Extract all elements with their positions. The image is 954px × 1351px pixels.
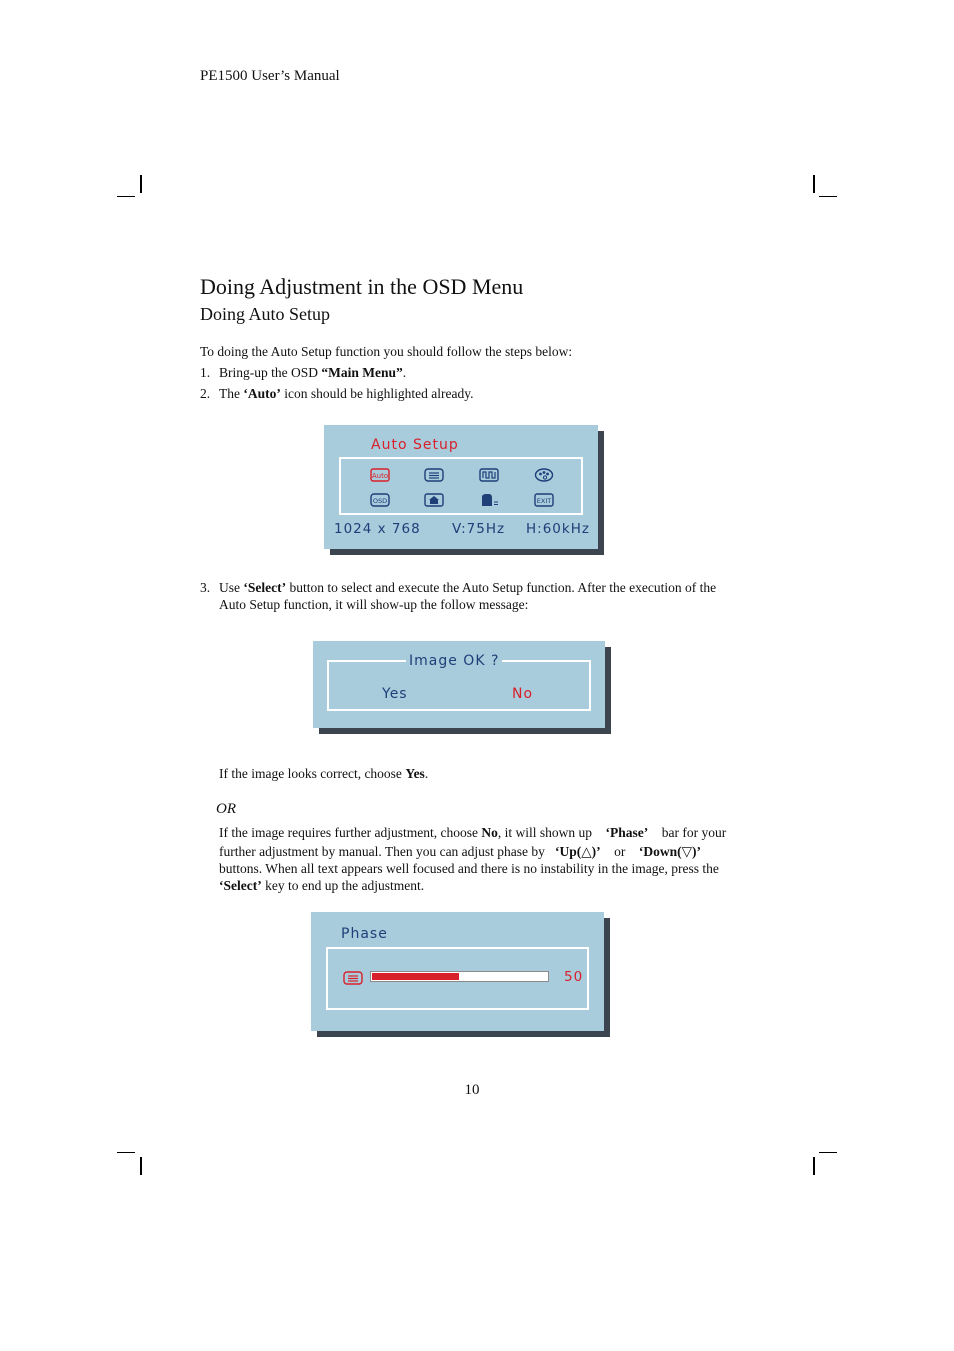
phase-slider-fill xyxy=(372,973,459,980)
osd-dialog-title: Image OK ? xyxy=(406,653,502,669)
recall-icon[interactable] xyxy=(479,492,499,508)
step-1 xyxy=(200,364,406,381)
color-icon[interactable] xyxy=(534,467,554,483)
crop-mark xyxy=(117,196,135,197)
crop-mark xyxy=(813,175,815,193)
section-heading: Doing Adjustment in the OSD Menu xyxy=(200,274,524,299)
phase-icon[interactable] xyxy=(479,467,499,483)
osd-icon[interactable] xyxy=(370,492,390,508)
no-paragraph-line-1 xyxy=(219,824,764,841)
step-3-continuation: Auto Setup function, it will show-up the follow message: xyxy=(219,597,529,612)
paragraph-text: , it will shown up xyxy=(497,825,596,840)
auto-icon[interactable] xyxy=(370,467,390,483)
paragraph-text: further adjustment by manual. Then you can adjust phase by xyxy=(219,844,549,859)
crop-mark xyxy=(140,1157,142,1175)
phase-bar-icon xyxy=(343,970,363,986)
vertical-frequency-readout: V:75Hz xyxy=(452,521,506,537)
crop-mark xyxy=(819,196,837,197)
up-button-label: ‘Up(△)’ xyxy=(555,844,601,859)
svg-text:OSD: OSD xyxy=(372,497,388,505)
step-bold: “Main Menu” xyxy=(321,365,403,380)
osd-auto-setup-panel xyxy=(324,425,598,549)
osd-image-ok-panel xyxy=(313,641,605,728)
step-bold: ‘Auto’ xyxy=(243,386,281,401)
down-button-label: ‘Down(▽)’ xyxy=(638,844,702,859)
paragraph-text: If the image looks correct, choose xyxy=(219,766,406,781)
no-option[interactable]: No xyxy=(512,686,534,702)
subsection-heading: Doing Auto Setup xyxy=(200,304,331,324)
step-text: Bring-up the OSD xyxy=(219,365,322,380)
yes-option[interactable]: Yes xyxy=(382,686,408,702)
no-paragraph-line-4 xyxy=(219,877,764,894)
svg-text:EXIT: EXIT xyxy=(536,497,552,505)
paragraph-bold: ‘Phase’ xyxy=(605,825,649,840)
paragraph-bold: ‘Select’ xyxy=(219,878,262,893)
step-text: . xyxy=(402,365,407,380)
no-paragraph-line-2 xyxy=(219,843,764,860)
paragraph-text: key to end up the adjustment. xyxy=(261,878,425,893)
paragraph-text: If the image requires further adjustment, choose xyxy=(219,825,482,840)
page-number: 10 xyxy=(464,1082,480,1098)
step-number: 1. xyxy=(200,365,211,380)
no-paragraph-line-3: buttons. When all text appears well focused and there is no instability in the image, press the xyxy=(219,861,719,876)
step-number: 2. xyxy=(200,386,211,401)
paragraph-text: or xyxy=(610,844,629,859)
phase-value: 50 xyxy=(564,969,584,985)
horizontal-frequency-readout: H:60kHz xyxy=(526,521,590,537)
exit-icon[interactable] xyxy=(534,492,554,508)
yes-paragraph xyxy=(219,765,428,782)
step-3 xyxy=(200,579,716,596)
step-number: 3. xyxy=(200,580,211,595)
crop-mark xyxy=(813,1157,815,1175)
step-bold: ‘Select’ xyxy=(243,580,287,595)
osd-phase-panel xyxy=(311,912,604,1031)
crop-mark xyxy=(140,175,142,193)
no-paragraph xyxy=(219,824,764,894)
paragraph-text: bar for your xyxy=(658,825,727,840)
step-text: button to select and execute the Auto Setup function. After the execution of the xyxy=(286,580,717,595)
resolution-readout: 1024 x 768 xyxy=(334,521,421,537)
crop-mark xyxy=(819,1152,837,1153)
running-header: PE1500 User’s Manual xyxy=(200,68,340,84)
phase-title: Phase xyxy=(341,926,388,942)
intro-text: To doing the Auto Setup function you should follow the steps below: xyxy=(200,344,573,359)
step-text: Use xyxy=(219,580,244,595)
paragraph-text: . xyxy=(424,766,429,781)
osd-title: Auto Setup xyxy=(371,437,459,453)
paragraph-bold: Yes xyxy=(405,766,425,781)
svg-text:Auto: Auto xyxy=(371,472,389,480)
step-text: icon should be highlighted already. xyxy=(280,386,474,401)
step-text: The xyxy=(219,386,244,401)
paragraph-bold: No xyxy=(481,825,498,840)
crop-mark xyxy=(117,1152,135,1153)
step-2 xyxy=(200,385,473,402)
phase-slider[interactable] xyxy=(370,971,549,982)
home-icon[interactable] xyxy=(424,492,444,508)
or-label: OR xyxy=(216,801,236,817)
picture-icon[interactable] xyxy=(424,467,444,483)
